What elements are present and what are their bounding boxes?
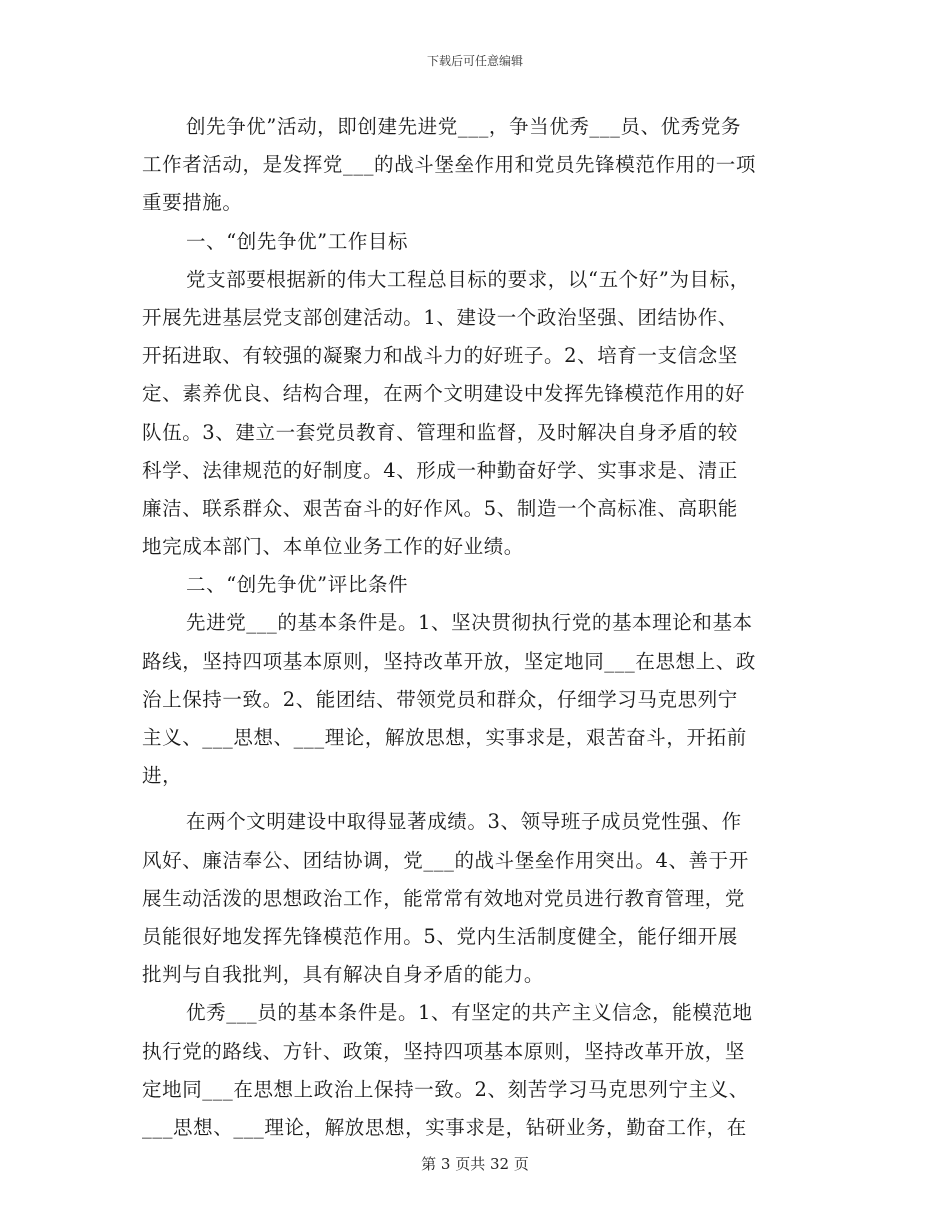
paragraph-line: 展生动活泼的思想政治工作，能常常有效地对党员进行教育管理，党 bbox=[142, 886, 746, 910]
paragraph-line: 员能很好地发挥先锋模范作用。5、党内生活制度健全，能仔细开展 bbox=[142, 924, 738, 948]
paragraph-line: 创先争优”活动，即创建先进党___，争当优秀___员、优秀党务 bbox=[186, 115, 742, 138]
paragraph-line: 优秀___员的基本条件是。1、有坚定的共产主义信念，能模范地 bbox=[186, 1001, 753, 1025]
paragraph-line: 开拓进取、有较强的凝聚力和战斗力的好班子。2、培育一支信念坚 bbox=[142, 344, 738, 368]
paragraph-line: 开展先进基层党支部创建活动。1、建设一个政治坚强、团结协作、 bbox=[142, 305, 738, 329]
paragraph-line: 定、素养优良、结构合理，在两个文明建设中发挥先锋模范作用的好 bbox=[142, 382, 746, 406]
paragraph-line: 路线，坚持四项基本原则，坚持改革开放，坚定地同___在思想上、政 bbox=[142, 649, 756, 673]
paragraph-line: 重要措施。 bbox=[142, 191, 243, 215]
paragraph-line: 进， bbox=[142, 764, 183, 788]
paragraph-line: 主义、___思想、___理论，解放思想，实事求是，艰苦奋斗，开拓前 bbox=[142, 726, 747, 749]
paragraph-line: 风好、廉洁奉公、团结协调，党___的战斗堡垒作用突出。4、善于开 bbox=[142, 848, 749, 872]
paragraph-line: 廉洁、联系群众、艰苦奋斗的好作风。5、制造一个高标准、高职能 bbox=[142, 496, 738, 520]
paragraph-line: 批判与自我批判，具有解决自身矛盾的能力。 bbox=[142, 963, 545, 987]
paragraph-line: 定地同___在思想上政治上保持一致。2、刻苦学习马克思列宁主义、 bbox=[142, 1077, 749, 1101]
page-footer: 第 3 页共 32 页 bbox=[421, 1155, 529, 1173]
paragraph-line: 科学、法律规范的好制度。4、形成一种勤奋好学、实事求是、清正 bbox=[142, 458, 738, 482]
section-heading: 二、“创先争优”评比条件 bbox=[186, 573, 409, 597]
paragraph-line: 地完成本部门、本单位业务工作的好业绩。 bbox=[142, 535, 524, 559]
section-heading: 一、“创先争优”工作目标 bbox=[186, 229, 409, 253]
document-body bbox=[142, 108, 810, 1147]
paragraph-line: ___思想、___理论，解放思想，实事求是，钻研业务，勤奋工作，在 bbox=[142, 1115, 747, 1139]
paragraph-line: 先进党___的基本条件是。1、坚决贯彻执行党的基本理论和基本 bbox=[186, 611, 753, 635]
page-header: 下载后可任意编辑 bbox=[426, 54, 523, 68]
paragraph-line: 治上保持一致。2、能团结、带领党员和群众，仔细学习马克思列宁 bbox=[142, 687, 738, 711]
paragraph-line: 党支部要根据新的伟大工程总目标的要求，以“五个好”为目标， bbox=[186, 267, 750, 291]
paragraph-line: 工作者活动，是发挥党___的战斗堡垒作用和党员先锋模范作用的一项 bbox=[142, 153, 756, 177]
paragraph-line: 队伍。3、建立一套党员教育、管理和监督，及时解决自身矛盾的较 bbox=[142, 420, 738, 444]
paragraph-line: 执行党的路线、方针、政策，坚持四项基本原则，坚持改革开放，坚 bbox=[142, 1039, 746, 1063]
paragraph-line: 在两个文明建设中取得显著成绩。3、领导班子成员党性强、作 bbox=[186, 810, 742, 834]
